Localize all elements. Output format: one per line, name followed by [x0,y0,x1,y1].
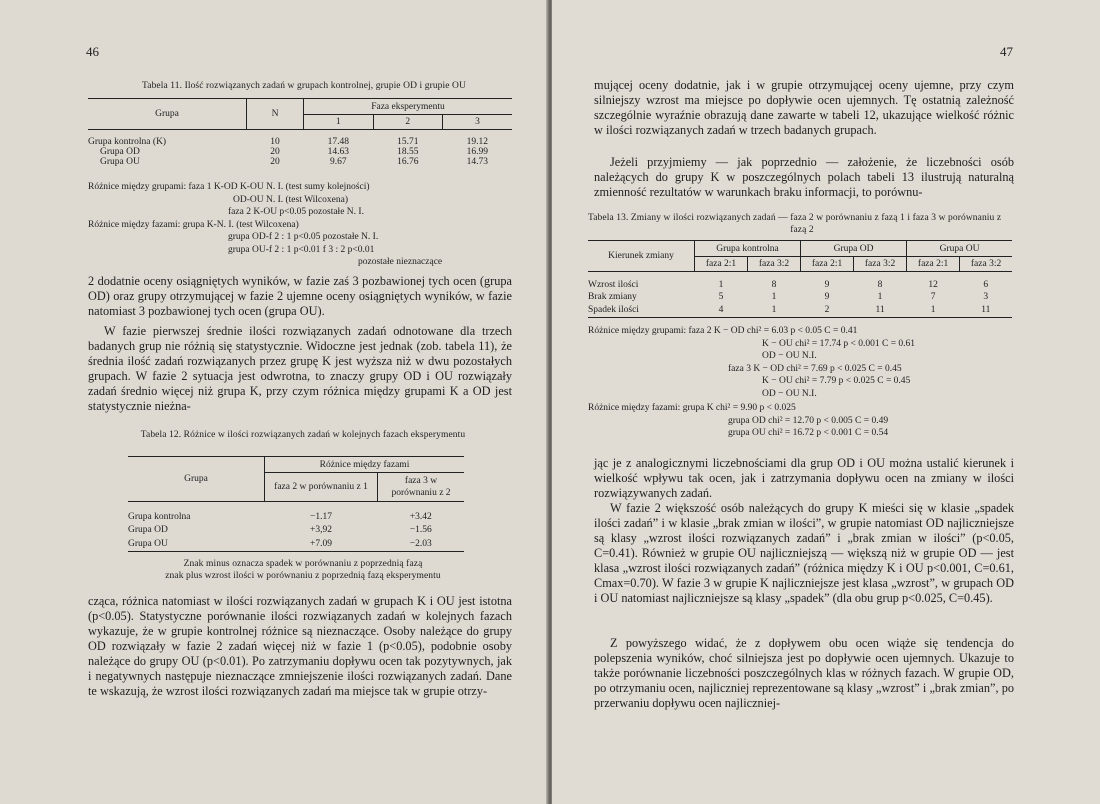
note-line: grupa OU chi² = 16.72 p < 0.001 C = 0.54 [728,428,889,438]
table12-cell: −1.56 [409,524,432,535]
note-line: Różnice między grupami: faza 1 K-OD K-OU N. I. (test sumy kolejności) [88,182,370,192]
table-row [588,291,1012,303]
right-page [552,0,1100,804]
table11-header-n: N [247,99,304,130]
table11-cell: 16.99 [466,147,488,157]
table12-header-group: Grupa [128,457,265,502]
table12-row-label: Grupa OU [128,538,168,549]
table13-cell: 11 [981,305,991,315]
table12-caption: Tabela 12. Różnice w ilości rozwiązanych zadań w kolejnych fazach eksperymentu [140,430,466,440]
note-line: Różnice między fazami: grupa K chi² = 9.90 p < 0.025 [588,403,796,413]
table12-header-a: faza 2 w porównaniu z 1 [265,473,378,502]
note-line: pozostałe nieznaczące [358,257,443,267]
table11-row-label: Grupa OU [100,157,140,167]
table-row [588,303,1012,318]
table11-cell: 20 [270,157,280,167]
table13-cell: 2 [824,305,830,315]
table13-cell: 1 [930,305,936,315]
table13-cell: 3 [983,292,989,302]
table13-row-label: Spadek ilości [588,305,639,315]
table12-header-b: faza 3 w porównaniu z 2 [391,476,451,498]
table13-cell: 4 [718,305,724,315]
table12-cell: −2.03 [409,538,432,549]
table12 [128,456,464,552]
paragraph: Jeżeli przyjmiemy — jak poprzednio — założenie, że liczebności osób należących do grupy K w poszczególnych polach tabeli 13 ilustrują naturalną zmienność rezultatów w warunkach braku informacji, to porównu- [594,155,1014,199]
note-line: Różnice między fazami: grupa K-N. I. (test Wilcoxena) [88,219,299,230]
table-row [128,523,464,536]
table12-cell: −1.17 [310,511,332,522]
paragraph: 2 dodatnie oceny osiągniętych wyników, w fazie zaś 3 pozbawionej tych ocen (grupa OD) oraz grupy otrzymującej w fazie 2 ujemne oceny osiągniętych wyników, w fazie natomiast 3 pozbawionej tych ocen (grupa OU). [88,274,512,318]
table11-phase-2: 2 [373,115,443,130]
page-number: 46 [86,44,99,59]
table13-group-header: Grupa OU [907,241,1012,257]
table11-caption: Tabela 11. Ilość rozwiązanych zadań w grupach kontrolnej, grupie OD i grupie OU [142,81,466,91]
table12-cell: +3.42 [409,511,432,522]
paragraph: W fazie 2 większość osób należących do grupy K mieści się w klasie „spadek ilości zadań” i w klasie „brak zmian w ilości”, w grupie natomiast OD najliczniejsze są klasy „wzrost ilości rozwiązanych zadań” i „brak zmian w ilości” (p<0.05, C=0.41). Również w grupie OU najliczniejszą — większą niż w grupie OD — jest klasa „wzrost ilości rozwiązanych zadań” (różnica między K i OU p<0.001, C=0.61, Cmax=0.70). W fazie 3 w grupie K najliczniejsze jest klasa „wzrost”, w grupach OD i OU natomiast najliczniejsze są klasy „spadek” (dla obu grup p<0.025, C=0.45). [594,501,1014,605]
table11-header-phase: Faza eksperymentu [304,99,513,115]
table12-cell: +7.09 [310,538,332,549]
table-row [588,279,1012,291]
table11-header-group: Grupa [88,99,247,130]
table11-row-label: Grupa OD [100,147,140,157]
note-line: faza 3 K − OD chi² = 7.69 p < 0.025 C = 0.45 [728,363,902,374]
table12-row-label: Grupa OD [128,524,168,535]
table13-cell: 8 [877,280,883,290]
table12-row-label: Grupa kontrolna [128,511,191,522]
table13-cell: 1 [771,305,777,315]
table13-cell: 1 [877,292,883,302]
note-line: K − OU chi² = 17.74 p < 0.001 C = 0.61 [762,338,916,349]
table13-notes [588,325,1018,440]
table13-subheader: faza 2:1 [695,257,748,272]
table-row [128,510,464,523]
table11-cell: 9.67 [329,157,347,167]
table13-cell: 9 [824,280,830,290]
table11-cell: 14.63 [327,147,349,157]
table13-subheader: faza 2:1 [907,257,960,272]
note-line: OD − OU N.I. [762,388,817,399]
table11-cell: 19.12 [466,137,488,147]
table12-cell: +3,92 [310,524,332,535]
note-line: Różnice między grupami: faza 2 K − OD chi² = 6.03 p < 0.05 C = 0.41 [588,326,858,336]
paragraph: mującej oceny dodatnie, jak i w grupie otrzymującej oceny ujemne, przy czym silniejszy wzrost ma miejsce po dopływie ocen ujemnych. Tę ostatnią zależność szczególnie wyraźnie obrazują dane zawarte w tabeli 12, ukazujące wielkość różnic w ilości rozwiązanych zadań w trzech badanych grupach. [594,78,1014,137]
table11-cell: 14.73 [466,157,488,167]
note-line: grupa OU-f 2 : 1 p<0.01 f 3 : 2 p<0.01 [228,244,375,255]
table13-row-label: Wzrost ilości [588,280,639,290]
table13-cell: 1 [718,280,724,290]
table11-notes [88,181,520,269]
table13-cell: 12 [928,280,938,290]
table13-cell: 9 [824,292,830,302]
table11-phase-3: 3 [475,117,480,127]
note-line: OD − OU N.I. [762,351,817,361]
table11-cell: 20 [270,147,280,157]
paragraph: W fazie pierwszej średnie ilości rozwiązanych zadań odnotowane dla trzech badanych grup nie różnią się statystycznie. Widoczne jest jednak (zob. tabela 11), że średnia ilość zadań rozwiązanych przez grupę K jest wyższa niż w dwu pozostałych grupach. W fazie 2 sytuacja jest odwrotna, to znaczy grupy OD i OU rozwiązały zadań średnio więcej niż grupa K, przy czym różnica między grupami K a OD jest statystycznie nieżna- [88,324,512,413]
table11-cell: 10 [270,137,280,147]
note-line: faza 2 K-OU p<0.05 pozostałe N. I. [228,207,364,217]
page-number: 47 [1000,44,1013,59]
table-row [88,157,512,167]
note-line: OD-OU N. I. (test Wilcoxena) [233,194,348,205]
note-line: grupa OD chi² = 12.70 p < 0.005 C = 0.49 [728,415,889,426]
left-page [0,0,548,804]
table11 [88,98,512,167]
footnote-line: znak plus wzrost ilości w porównaniu z poprzednią fazą eksperymentu [165,571,441,581]
table13-subheader: faza 3:2 [854,257,907,272]
table13-cell: 8 [771,280,777,290]
table13-subheader: faza 2:1 [801,257,854,272]
paragraph: Z powyższego widać, że z dopływem obu ocen wiąże się tendencja do polepszenia wyników, choć silniejsza jest po dopływie ocen ujemnych. Ukazuje to także porównanie liczebności poszczególnych klas w różnych fazach. W grupie OD, po otrzymaniu ocen, najliczniej reprezentowane są klasy „wzrost” i „brak zmian”, po przerwaniu dopływu ocen najliczniej- [594,636,1014,710]
table-row [128,536,464,552]
note-line: K − OU chi² = 7.79 p < 0.025 C = 0.45 [762,376,911,386]
table12-header-diff: Różnice między fazami [265,457,465,473]
table11-cell: 18.55 [397,147,419,157]
table11-row-label: Grupa kontrolna (K) [88,137,167,147]
table12-footnote [118,558,488,582]
paragraph: cząca, różnica natomiast w ilości rozwiązanych zadań w grupach K i OU jest istotna (p<0.05). Statystyczne porównanie ilości rozwiązanych zadań w kolejnych fazach wykazuje, że w grupie kontrolnej różnice są nieznaczące. Osoby należące do grupy OD rozwiązały w fazie 2 zadań więcej niż w fazie 1 (p<0.05), podobnie osoby należące do grupy OU (p<0.01). Po zatrzymaniu dopływu ocen tak pozytywnych, jak i negatywnych następuje nieznaczące zmniejszenie ilości rozwiązanych zadań. Dane te wskazują, że wzrost ilości rozwiązanych zadań ma miejsce tak w grupie otrzy- [88,594,512,698]
table-row [88,147,512,157]
table-row [88,137,512,147]
table13-group-header: Grupa kontrolna [695,241,801,257]
table13 [588,240,1012,318]
table13-row-label: Brak zmiany [588,292,637,302]
table13-cell: 5 [718,292,724,302]
table13-group-header: Grupa OD [801,241,907,257]
table11-phase-1: 1 [304,115,374,130]
table13-cell: 6 [983,280,989,290]
table13-caption: Tabela 13. Zmiany w ilości rozwiązanych zadań — faza 2 w porównaniu z fazą 1 i faza 3 w porównaniu z fazą 2 [588,213,1002,235]
table11-cell: 16.76 [397,157,419,167]
table13-subheader: faza 3:2 [748,257,801,272]
table13-header-direction: Kierunek zmiany [588,241,695,272]
paragraph: jąc je z analogicznymi liczebnościami dla grup OD i OU można ustalić kierunek i wielkość wpływu tak ocen, jak i zatrzymania dopływu ocen na zmiany w ilości rozwiązywanych zadań. [594,456,1014,500]
footnote-line: Znak minus oznacza spadek w porównaniu z poprzednią fazą [183,559,423,569]
table13-cell: 1 [771,292,777,302]
note-line: grupa OD-f 2 : 1 p<0.05 pozostałe N. I. [228,232,379,242]
table11-cell: 17.48 [327,137,349,147]
table13-cell: 11 [875,305,885,315]
table11-cell: 15.71 [397,137,419,147]
table13-subheader: faza 3:2 [970,259,1002,269]
table13-cell: 7 [930,292,936,302]
